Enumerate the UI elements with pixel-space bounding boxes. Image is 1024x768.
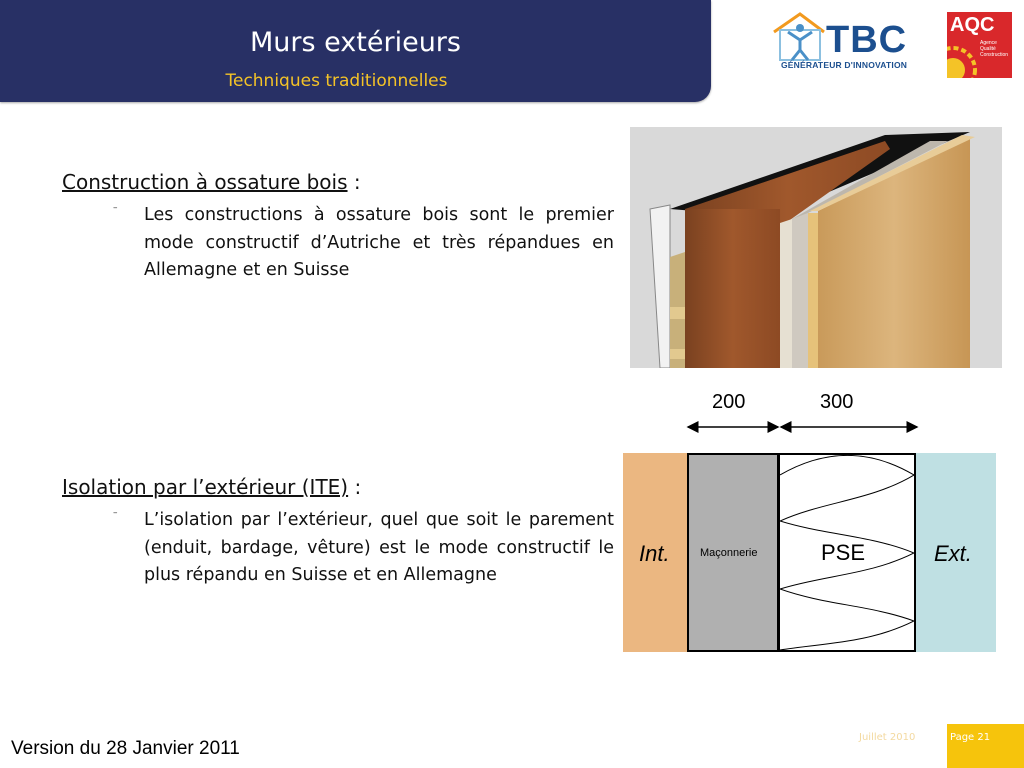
wall-section-illustration bbox=[630, 127, 1002, 368]
slide-title: Murs extérieurs bbox=[250, 27, 461, 58]
bullet-item bbox=[62, 507, 614, 590]
tbc-logo bbox=[768, 10, 928, 74]
aqc-logo-tagline: Agence Qualité Construction bbox=[980, 40, 1009, 58]
bullet-item bbox=[62, 202, 614, 285]
section-exterior-insulation bbox=[62, 475, 614, 590]
tbc-logo-tagline: GÉNÉRATEUR D'INNOVATION bbox=[781, 60, 908, 70]
slide-subtitle: Techniques traditionnelles bbox=[225, 71, 448, 91]
dimension-insulation-label: 300 bbox=[820, 391, 854, 413]
house-figure-icon bbox=[768, 10, 828, 62]
footer-date: Juillet 2010 bbox=[859, 732, 916, 743]
exterior-label: Ext. bbox=[934, 541, 972, 566]
aqc-emblem-icon bbox=[947, 36, 981, 78]
insulation-label: PSE bbox=[821, 540, 866, 565]
title-banner bbox=[0, 0, 711, 102]
masonry-layer bbox=[687, 453, 779, 652]
dimension-masonry-label: 200 bbox=[712, 391, 746, 413]
tbc-logo-word: TBC bbox=[826, 19, 908, 61]
page-number-badge bbox=[947, 724, 1024, 768]
masonry-label: Maçonnerie bbox=[700, 547, 758, 559]
dimension-arrows bbox=[680, 418, 925, 436]
interior-label: Int. bbox=[639, 541, 670, 566]
section-timber-frame bbox=[62, 170, 614, 285]
aqc-logo-word: AQC bbox=[950, 14, 995, 36]
interior-layer bbox=[623, 453, 687, 652]
exterior-layer bbox=[916, 453, 996, 652]
bullet-text: L’isolation par l’extérieur, quel que soit le parement (enduit, bardage, vêture) est le mode constructif le plus répandu en Suisse et en Allemagne bbox=[144, 510, 614, 585]
dash-bullet-icon: – bbox=[113, 508, 118, 518]
dash-bullet-icon: – bbox=[113, 203, 118, 213]
section-heading: Isolation par l’extérieur (ITE) : bbox=[62, 475, 362, 499]
insulation-layer bbox=[778, 453, 916, 652]
aqc-logo bbox=[947, 12, 1012, 78]
page-number: Page 21 bbox=[950, 732, 991, 743]
bullet-text: Les constructions à ossature bois sont le premier mode constructif d’Autriche et très répandues en Allemagne et en Suisse bbox=[144, 205, 614, 280]
section-heading: Construction à ossature bois : bbox=[62, 170, 361, 194]
version-text: Version du 28 Janvier 2011 bbox=[11, 738, 240, 759]
